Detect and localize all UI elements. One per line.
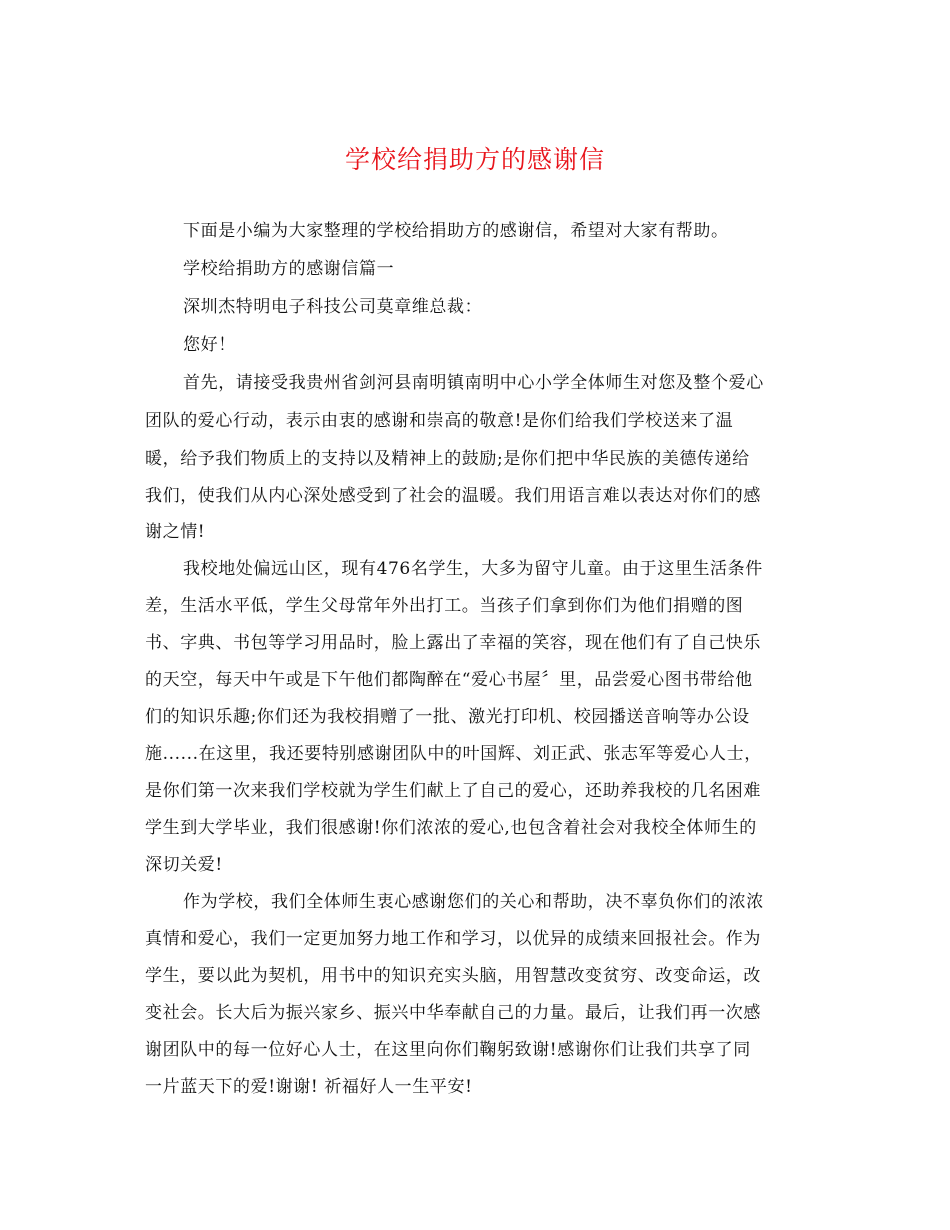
text-line: 差，生活水平低，学生父母常年外出打工。当孩子们拿到你们为他们捐赠的图 — [145, 596, 744, 616]
text-line: 我们，使我们从内心深处感受到了社会的温暖。我们用语言难以表达对你们的感 — [145, 486, 761, 506]
text-line: 您好！ — [183, 335, 236, 355]
text-line: 们的知识乐趣;你们还为我校捐赠了一批、激光打印机、校园播送音响等办公设 — [145, 707, 750, 727]
text-line: 施......在这里，我还要特别感谢团队中的叶国辉、刘正武、张志军等爱心人士， — [145, 744, 762, 764]
text-line: 下面是小编为大家整理的学校给捐助方的感谢信，希望对大家有帮助。 — [183, 221, 729, 241]
text-line: 团队的爱心行动，表示由衷的感谢和崇高的敬意!是你们给我们学校送来了温 — [145, 411, 734, 431]
text-line: 变社会。长大后为振兴家乡、振兴中华奉献自己的力量。最后，让我们再一次感 — [145, 1003, 761, 1023]
text-line: 是你们第一次来我们学校就为学生们献上了自己的爱心，还助养我校的几名困难 — [145, 781, 761, 801]
text-line: 的天空，每天中午或是下午他们都陶醉在“爱心书屋〞里，品尝爱心图书带给他 — [145, 670, 753, 690]
text-line: 深圳杰特明电子科技公司莫章维总裁： — [183, 297, 483, 317]
text-line: 谢团队中的每一位好心人士，在这里向你们鞠躬致谢!感谢你们让我们共享了同 — [145, 1040, 751, 1060]
text-line: 我校地处偏远山区，现有476名学生，大多为留守儿童。由于这里生活条件 — [183, 559, 763, 579]
document-title: 学校给捐助方的感谢信 — [344, 145, 605, 174]
text-line: 深切关爱! — [145, 855, 223, 875]
text-line: 作为学校，我们全体师生衷心感谢您们的关心和帮助，决不辜负你们的浓浓 — [183, 892, 764, 912]
text-line: 学校给捐助方的感谢信篇一 — [183, 259, 395, 279]
text-line: 书、字典、书包等学习用品时，脸上露出了幸福的笑容，现在他们有了自己快乐 — [145, 633, 761, 653]
text-line: 谢之情! — [145, 522, 206, 542]
text-line: 学生到大学毕业，我们很感谢!你们浓浓的爱心,也包含着社会对我校全体师生的 — [145, 818, 757, 838]
text-line: 暖，给予我们物质上的支持以及精神上的鼓励;是你们把中华民族的美德传递给 — [145, 449, 750, 469]
text-line: 真情和爱心，我们一定更加努力地工作和学习，以优异的成绩来回报社会。作为 — [145, 929, 761, 949]
text-line: 一片蓝天下的爱!谢谢! 祈福好人一生平安! — [145, 1077, 473, 1097]
text-line: 学生，要以此为契机，用书中的知识充实头脑，用智慧改变贫穷、改变命运，改 — [145, 966, 761, 986]
text-line: 首先，请接受我贵州省剑河县南明镇南明中心小学全体师生对您及整个爱心 — [183, 373, 764, 393]
